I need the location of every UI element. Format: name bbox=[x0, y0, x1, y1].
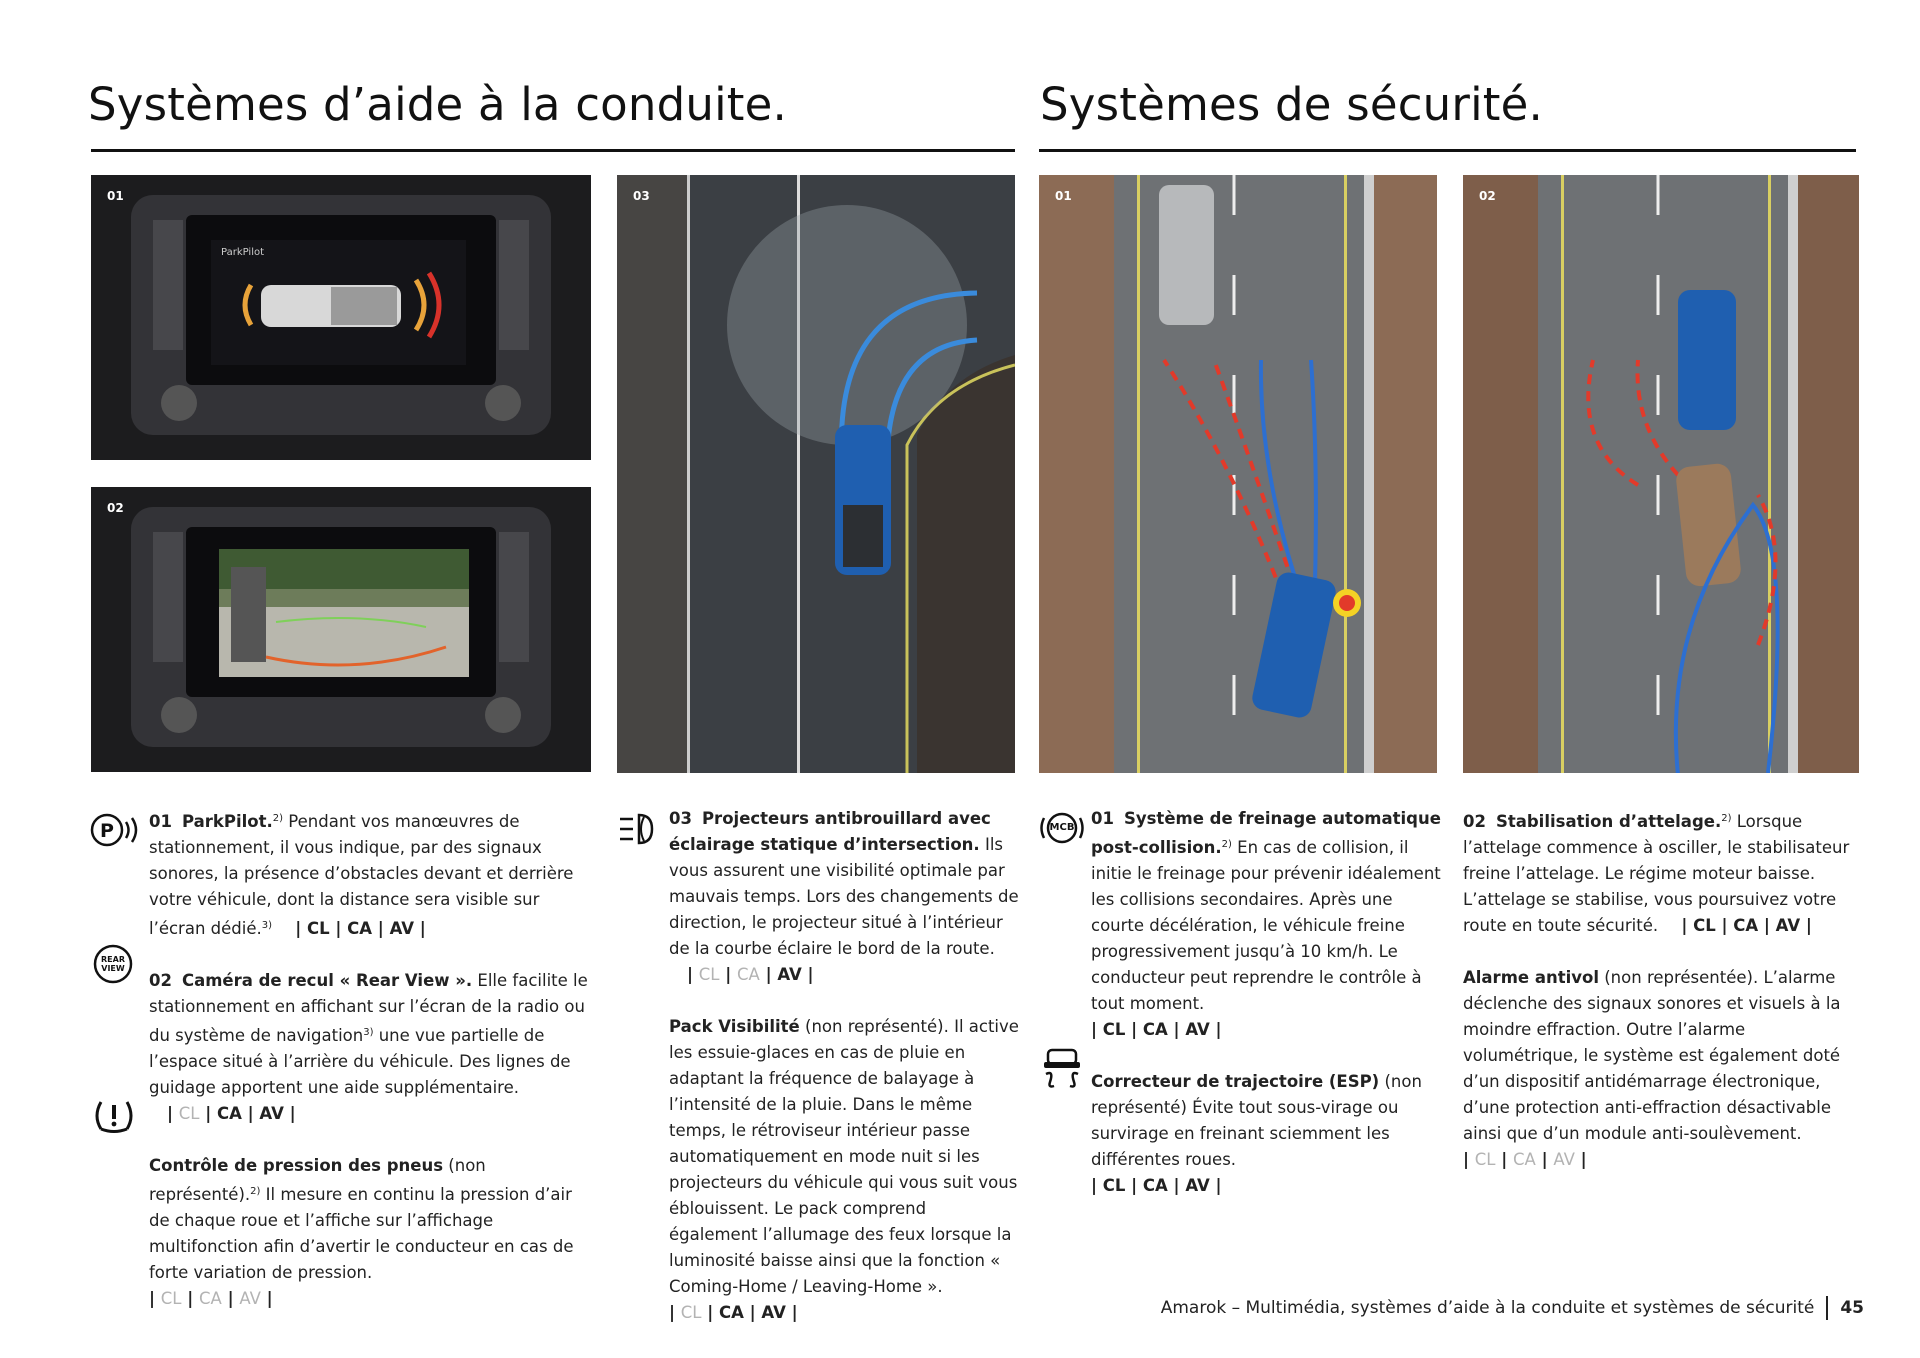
image-rear-view-screen bbox=[91, 487, 591, 772]
trim-tags: | CL | CA | AV | bbox=[1091, 1176, 1222, 1195]
page-footer bbox=[1161, 1296, 1864, 1320]
image-fog-lights bbox=[617, 175, 1015, 773]
trim-tags: | CL | CA | AV | bbox=[149, 1289, 273, 1308]
trim-tags: | CL | CA | AV | bbox=[687, 965, 814, 984]
page-number: 45 bbox=[1840, 1298, 1864, 1318]
screen-label: ParkPilot bbox=[221, 247, 265, 258]
rear-view-icon-text: REAR VIEW bbox=[101, 955, 125, 973]
footer-divider bbox=[1826, 1296, 1828, 1320]
title-rule-left bbox=[91, 149, 1015, 152]
text-column-1 bbox=[149, 806, 597, 1338]
footer-text: Amarok – Multimédia, systèmes d’aide à la conduite et systèmes de sécurité bbox=[1160, 1298, 1815, 1318]
tire-pressure-icon bbox=[92, 1096, 136, 1136]
visibility-pack-description: Pack Visibilité (non représenté). Il active les essuie-glaces en cas de pluie en adaptant la fréquence de balayage à l’intensité de la pluie. Dans le même temps, le rétroviseur intérieur passe automatiquement en mode nuit si les projecteurs du véhicule qui vous suit vous éblouissent. Le pack comprend également l’allumage des feux lorsque la luminosité baisse ainsi que la fonction « Coming-Home / Leaving-Home ». | CL | CA | AV | bbox=[669, 1017, 1019, 1322]
esp-icon bbox=[1040, 1046, 1084, 1090]
rear-view-description: 02 Caméra de recul « Rear View ». Elle facilite le stationnement en affichant sur l’écran de la radio ou du système de navigation$^{3)}$ une vue partielle de l’espace situé à l’arrière du véhicule. Des lignes de guidage apportent une aide supplémentaire. | CL | CA | AV | bbox=[149, 971, 588, 1123]
image-trailer-stabilisation bbox=[1463, 175, 1859, 773]
text-column-3 bbox=[1091, 806, 1441, 1225]
trim-tags: | CL | CA | AV | bbox=[1463, 1150, 1587, 1169]
post-collision-braking-description: 01 Système de freinage automatique post-collision.$^{2)}$ En cas de collision, il initie le freinage pour prévenir idéalement les collisions secondaires. Après une courte décélération, le véhicule freine progressivement jusqu’à 10 km/h. Le conducteur peut reprendre le contrôle à tout moment. | CL | CA | AV | bbox=[1091, 809, 1441, 1039]
fog-light-icon bbox=[616, 811, 656, 847]
trim-tags: | CL | CA | AV | bbox=[1091, 1020, 1222, 1039]
text-column-4 bbox=[1463, 806, 1863, 1199]
image-number: 01 bbox=[107, 189, 124, 203]
mcb-icon-text: MCB bbox=[1049, 822, 1075, 833]
section-title-driver-assistance: Systèmes d’aide à la conduite. bbox=[88, 78, 788, 131]
anti-theft-alarm-description: Alarme antivol (non représentée). L’alarme déclenche des signaux sonores et visuels à la moindre effraction. Outre l’alarme volumétrique, le système est également doté d’un dispositif antidémarrage électronique, d’une protection anti-effraction désactivable ainsi que d’un module anti-soulèvement. | CL | CA | AV | bbox=[1463, 968, 1841, 1169]
fog-lights-description: 03 Projecteurs antibrouillard avec éclairage statique d’intersection. Ils vous assurent une visibilité optimale par mauvais temps. Lors des changements de direction, le projecteur situé à l’intérieur de la courbe éclaire le bord de la route. | CL | CA | AV | bbox=[669, 809, 1019, 984]
image-parkpilot-screen bbox=[91, 175, 591, 460]
image-number: 01 bbox=[1055, 189, 1072, 203]
section-title-safety-systems: Systèmes de sécurité. bbox=[1040, 78, 1544, 131]
trim-tags: | CL | CA | AV | bbox=[295, 919, 426, 938]
title-rule-right bbox=[1039, 149, 1856, 152]
rear-view-camera-icon bbox=[93, 944, 133, 984]
trim-tags: | CL | CA | AV | bbox=[669, 1303, 798, 1322]
trim-tags: | CL | CA | AV | bbox=[167, 1104, 296, 1123]
image-post-collision-braking bbox=[1039, 175, 1437, 773]
esp-description: Correcteur de trajectoire (ESP) (non représenté) Évite tout sous-virage ou survirage en freinant sciemment les différentes roues. | CL | CA | AV | bbox=[1091, 1072, 1422, 1195]
trim-tags: | CL | CA | AV | bbox=[1681, 916, 1812, 935]
tire-pressure-description: Contrôle de pression des pneus (non représenté).$^{2)}$ Il mesure en continu la pression d’air de chaque roue et l’affiche sur l’affichage multifonction afin d’avertir le conducteur en cas de forte variation de pression. | CL | CA | AV | bbox=[149, 1156, 574, 1308]
mcb-icon bbox=[1039, 808, 1085, 848]
image-number: 02 bbox=[1479, 189, 1496, 203]
parking-sensor-icon bbox=[90, 811, 142, 849]
image-number: 02 bbox=[107, 501, 124, 515]
trailer-stabilisation-description: 02 Stabilisation d’attelage.$^{2)}$ Lorsque l’attelage commence à osciller, le stabilisateur freine l’attelage. Le régime moteur baisse. L’attelage se stabilise, vous poursuivez votre route en toute sécurité. | CL | CA | AV | bbox=[1463, 812, 1850, 935]
text-column-2 bbox=[669, 806, 1019, 1352]
image-number: 03 bbox=[633, 189, 650, 203]
svg-text:P: P bbox=[100, 820, 114, 842]
parkpilot-description: 01 ParkPilot.$^{2)}$ Pendant vos manœuvres de stationnement, il vous indique, par des signaux sonores, la présence d’obstacles devant et derrière votre véhicule, dont la distance sera visible sur l’écran dédié.$^{3)}$ | CL | CA | AV | bbox=[149, 812, 574, 938]
